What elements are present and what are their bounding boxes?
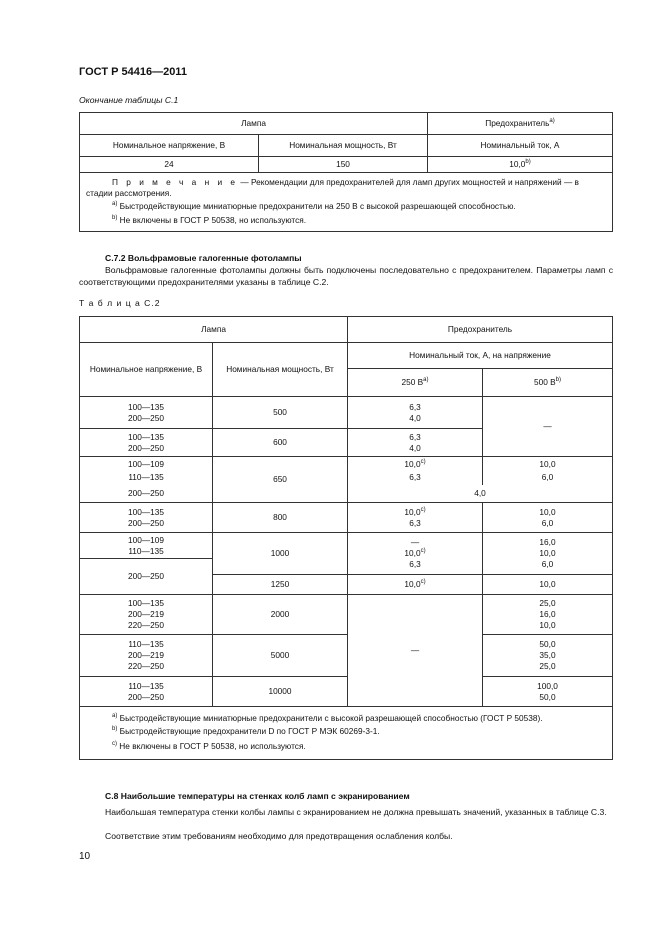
t2-r4-power: 800 [213,503,348,533]
document-header: ГОСТ Р 54416—2011 [79,66,187,78]
t2-r3-joint: 4,0 [348,485,613,503]
t2-group-lamp: Лампа [80,317,348,343]
page-number: 10 [79,851,91,862]
t1-voltage: 24 [80,157,259,173]
t1-note: П р и м е ч а н и е — Рекомендации для предохранителей для ламп других мощностей и напряжений — в стадии рассмотрения. [86,177,579,198]
t2-r8-500: 100,0 50,0 [483,677,613,707]
t2-r2-power: 600 [213,429,348,457]
t2-col-500: 500 $В^{b)}$ [483,369,613,397]
section-c8-p1: Наибольшая температура стенки колбы лампы с экранированием не должна превышать значений, указанных в таблице С.3. [105,807,607,817]
t1-power: 150 [259,157,428,173]
t2-r12-500: — [483,397,613,457]
t2-r7-power: 5000 [213,635,348,677]
t2-r8-power: 10000 [213,677,348,707]
t2-r4-250: $10,0^{с)}$ 6,3 [348,503,483,533]
t2-r7-voltage: 110—135 200—219 220—250 [80,635,213,677]
t2-col-current: Номинальный ток, А, на напряжение [348,343,613,369]
t1-group-fuse: Предохранитель$^{а)}$ [428,113,613,135]
t1-col-voltage: Номинальное напряжение, В [80,135,259,157]
t2-group-fuse: Предохранитель [348,317,613,343]
t2-r8-voltage: 110—135 200—250 [80,677,213,707]
t2-r5-power-2: 1250 [213,575,348,595]
t2-r5-250-b: $10,0^{с)}$ [348,575,483,595]
t2-r5-250: — $10,0^{с)}$ 6,3 [348,533,483,575]
section-c72-text: Вольфрамовые галогенные фотолампы должны быть подключены последовательно с предохранителем. Параметры ламп с соответствующими предохранителями указаны в таблице С.2. [79,265,613,287]
t1-notes [80,173,613,232]
t2-r1-250: 6,3 4,0 [348,397,483,429]
t2-r5-voltage-b: 200—250 [80,559,213,595]
t1-footnote-a: $^{а)}$ Быстродействующие миниатюрные предохранители на 250 В с высокой разрешающей способностью. [112,201,516,211]
t1-current: 10,0$^{b)}$ [428,157,613,173]
t2-r3-power: 650 [213,457,348,503]
t2-r6-power: 2000 [213,595,348,635]
t2-r5-power-1: 1000 [213,533,348,575]
t2-r2-voltage: 100—135 200—250 [80,429,213,457]
t2-r3-500: 10,0 6,0 [483,457,613,485]
t2-r5-voltage-a: 100—109 110—135 [80,533,213,559]
t2-r4-500: 10,0 6,0 [483,503,613,533]
t2-r3-voltage-b: 200—250 [80,485,213,503]
t2-col-voltage: Номинальное напряжение, В [80,343,213,397]
table2-caption: Т а б л и ц а С.2 [79,298,161,308]
table1-caption: Окончание таблицы С.1 [79,95,179,105]
t2-r3-250: $10,0^{с)}$ 6,3 [348,457,483,485]
t2-footnote-b: $^{b)}$ Быстродействующие предохранители D по ГОСТ Р МЭК 60269-3-1. [112,726,380,736]
t1-group-lamp: Лампа [80,113,428,135]
section-c8-heading: С.8 Наибольшие температуры на стенках колб ламп с экранированием [105,791,410,801]
t2-r5-500: 16,0 10,0 6,0 [483,533,613,575]
table-c2 [79,316,613,760]
t2-r5-500-b: 10,0 [483,575,613,595]
t2-col-power: Номинальная мощность, Вт [213,343,348,397]
section-c8-p2: Соответствие этим требованиям необходимо для предотвращения ослабления колбы. [105,831,453,841]
t2-r1-power: 500 [213,397,348,429]
t2-footnotes [80,707,613,760]
t2-r2-250: 6,3 4,0 [348,429,483,457]
t1-footnote-b: $^{b)}$ Не включены в ГОСТ Р 50538, но используются. [112,215,307,225]
t2-r1-voltage: 100—135 200—250 [80,397,213,429]
section-c72-heading: С.7.2 Вольфрамовые галогенные фотолампы [105,253,302,263]
t2-col-250: 250 $В^{а)}$ [348,369,483,397]
table-c1-end [79,112,613,232]
t1-col-current: Номинальный ток, А [428,135,613,157]
t2-r3-voltage-a: 100—109 110—135 [80,457,213,485]
t2-r7-500: 50,0 35,0 25,0 [483,635,613,677]
t2-r678-250: — [348,595,483,707]
t2-r6-500: 25,0 16,0 10,0 [483,595,613,635]
t2-footnote-c: $^{с)}$ Не включены в ГОСТ Р 50538, но используются. [112,741,306,751]
t2-r4-voltage: 100—135 200—250 [80,503,213,533]
t2-footnote-a: $^{а)}$ Быстродействующие миниатюрные предохранители с высокой разрешающей способностью (ГОСТ Р 50538). [112,713,543,723]
t2-r6-voltage: 100—135 200—219 220—250 [80,595,213,635]
t1-col-power: Номинальная мощность, Вт [259,135,428,157]
